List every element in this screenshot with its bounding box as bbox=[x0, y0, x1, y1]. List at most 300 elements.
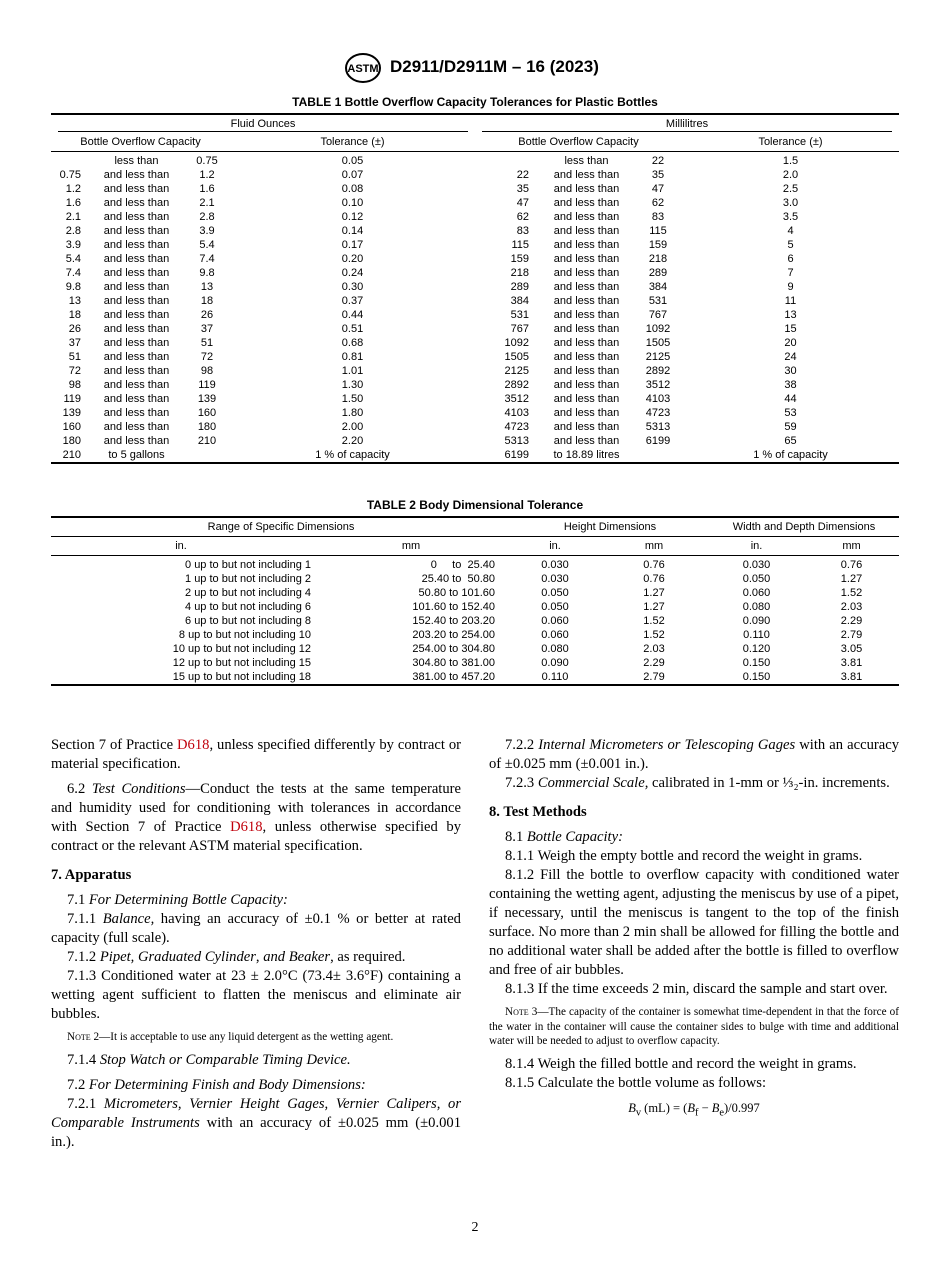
table2-group-height: Height Dimensions bbox=[511, 517, 709, 537]
table-cell: 767 bbox=[510, 323, 529, 335]
table-row bbox=[51, 556, 899, 573]
table-cell: 9.8 bbox=[65, 281, 81, 293]
table-cell: 53 bbox=[784, 407, 797, 419]
table-cell: 44 bbox=[784, 393, 797, 405]
table1-header-tolerance-ml: Tolerance (±) bbox=[682, 133, 899, 152]
table-cell: 98 bbox=[200, 365, 214, 377]
table-cell: 13 bbox=[68, 295, 81, 307]
table-cell: and less than bbox=[103, 211, 170, 223]
table-cell: 381.00 to 457.20 bbox=[311, 670, 511, 685]
table-cell: 47 bbox=[651, 183, 665, 195]
table-cell: 531 bbox=[510, 309, 529, 321]
table-row bbox=[51, 336, 899, 350]
table-cell: 9 bbox=[787, 281, 794, 293]
table-row bbox=[51, 280, 899, 294]
table-cell: 18 bbox=[200, 295, 214, 307]
table-cell: 0.08 bbox=[341, 183, 364, 195]
table-cell: and less than bbox=[103, 323, 170, 335]
table-cell: 4 up to but not including 6 bbox=[185, 601, 311, 613]
table-row bbox=[51, 392, 899, 406]
table1-group-millilitres: Millilitres bbox=[475, 114, 899, 133]
table-cell: 1.6 bbox=[199, 183, 215, 195]
table-cell: 0.120 bbox=[742, 643, 771, 655]
table-cell: 3.05 bbox=[840, 643, 863, 655]
table-cell: and less than bbox=[553, 295, 620, 307]
table-cell: 1 % of capacity bbox=[230, 448, 475, 463]
table2-unit-mm: mm bbox=[804, 537, 899, 556]
table-cell: 2.79 bbox=[840, 629, 863, 641]
table-cell: 0.12 bbox=[341, 211, 364, 223]
table-cell: 15 bbox=[784, 323, 797, 335]
table-cell: 384 bbox=[648, 281, 668, 293]
page-number: 2 bbox=[471, 1220, 479, 1235]
table-cell: to 5 gallons bbox=[89, 448, 184, 463]
table-cell bbox=[475, 152, 539, 169]
table-cell: 1.50 bbox=[341, 393, 364, 405]
table-row bbox=[51, 322, 899, 336]
table-cell: 26 bbox=[200, 309, 214, 321]
table-cell: 0.150 bbox=[742, 657, 771, 669]
table-row bbox=[51, 210, 899, 224]
table1-caption: TABLE 1 Bottle Overflow Capacity Tolerances for Plastic Bottles bbox=[292, 95, 658, 109]
table-row bbox=[51, 670, 899, 685]
table-cell: 767 bbox=[648, 309, 668, 321]
table-cell: 3.9 bbox=[65, 239, 81, 251]
table-cell: 5.4 bbox=[199, 239, 215, 251]
paragraph-8-1: 8.1 Bottle Capacity: bbox=[505, 829, 623, 845]
table-cell: 8 up to but not including 10 bbox=[178, 629, 311, 641]
table-cell: 5.4 bbox=[65, 253, 81, 265]
table-cell: 1.2 bbox=[65, 183, 81, 195]
table-cell: 3512 bbox=[504, 393, 529, 405]
table-cell: 0.76 bbox=[840, 559, 863, 571]
table-cell: 3512 bbox=[645, 379, 671, 391]
paragraph-8-1-1: 8.1.1 Weigh the empty bottle and record the weight in grams. bbox=[505, 848, 863, 864]
table2-body bbox=[51, 556, 899, 686]
table-cell: 218 bbox=[648, 253, 668, 265]
table-cell: and less than bbox=[103, 337, 170, 349]
table1 bbox=[51, 113, 899, 464]
table-cell: 50.80 to 101.60 bbox=[418, 587, 495, 599]
table-cell: 384 bbox=[510, 295, 529, 307]
paragraph-8-1-3: 8.1.3 If the time exceeds 2 min, discard the sample and start over. bbox=[505, 981, 888, 997]
table2 bbox=[51, 516, 899, 686]
table-cell: 1.2 bbox=[199, 169, 215, 181]
table-cell: and less than bbox=[103, 169, 170, 181]
table-cell: and less than bbox=[553, 365, 620, 377]
table-cell: 0.76 bbox=[643, 559, 665, 571]
table-cell: 35 bbox=[651, 169, 665, 181]
table-cell: 160 bbox=[197, 407, 217, 419]
table-cell: 13 bbox=[200, 281, 214, 293]
table-cell: 2.79 bbox=[599, 670, 709, 685]
table-cell: 20 bbox=[784, 337, 797, 349]
table-cell: and less than bbox=[553, 281, 620, 293]
table-cell: 0.30 bbox=[341, 281, 364, 293]
table1-header-capacity-oz: Bottle Overflow Capacity bbox=[51, 133, 230, 152]
table-cell: 0.07 bbox=[341, 169, 364, 181]
table-cell: and less than bbox=[553, 239, 620, 251]
table-cell: 26 bbox=[68, 323, 81, 335]
table-cell: 0.080 bbox=[742, 601, 771, 613]
table-cell: 3.5 bbox=[782, 211, 799, 223]
table-cell: 0.090 bbox=[742, 615, 771, 627]
table-cell: 9.8 bbox=[199, 267, 215, 279]
table2-caption: TABLE 2 Body Dimensional Tolerance bbox=[366, 498, 584, 512]
section-8-heading: 8. Test Methods bbox=[489, 804, 587, 820]
paragraph-7-1-1: 7.1.1 Balance, having an accuracy of ±0.1 % or better at rated capacity (full scale). bbox=[51, 911, 461, 946]
table-cell: and less than bbox=[103, 393, 170, 405]
table-cell: 0.75 bbox=[196, 155, 218, 167]
paragraph-7-2-2: 7.2.2 Internal Micrometers or Telescoping Gages with an accuracy of ±0.025 mm (±0.001 in.). bbox=[489, 737, 899, 772]
table-row bbox=[51, 378, 899, 392]
table-cell: and less than bbox=[103, 365, 170, 377]
paragraph-7-1: 7.1 For Determining Bottle Capacity: bbox=[67, 892, 288, 908]
table-cell: 1505 bbox=[645, 337, 671, 349]
table2-group-range: Range of Specific Dimensions bbox=[51, 517, 511, 537]
table-cell: 0.44 bbox=[341, 309, 364, 321]
table-cell: 2.03 bbox=[840, 601, 863, 613]
table-cell: 3.81 bbox=[804, 670, 899, 685]
table1-body bbox=[51, 152, 899, 464]
table-cell: and less than bbox=[553, 435, 620, 447]
table-cell: 2.1 bbox=[65, 211, 81, 223]
table-cell: and less than bbox=[553, 309, 620, 321]
table-cell: 0.030 bbox=[541, 559, 569, 571]
paragraph-8-1-2: 8.1.2 Fill the bottle to overflow capacity with conditioned water containing the wetting agent, adjusting the meniscus by use of a pipet, if necessary, until the meniscus is tangent to the top of the finish surface. No more than 2 min shall be allowed for filling the bottle and no additional water shall be added after the bottle is filled to overflow and free of air bubbles. bbox=[489, 867, 899, 978]
table-cell: 0.14 bbox=[341, 225, 364, 237]
paragraph-8-1-5: 8.1.5 Calculate the bottle volume as follows: bbox=[505, 1074, 767, 1091]
table-cell: 38 bbox=[784, 379, 797, 391]
d618-link[interactable]: D618 bbox=[230, 819, 263, 835]
table-cell: 6 bbox=[787, 253, 794, 265]
table-row bbox=[51, 614, 899, 628]
table-cell: 22 bbox=[651, 155, 665, 167]
table-cell: 2.1 bbox=[199, 197, 215, 209]
table-cell: and less than bbox=[553, 407, 620, 419]
table-cell: 1.30 bbox=[341, 379, 364, 391]
table-cell: 139 bbox=[197, 393, 217, 405]
table-row bbox=[51, 252, 899, 266]
table-cell: and less than bbox=[103, 407, 170, 419]
table-cell: 1.27 bbox=[643, 601, 665, 613]
table-cell bbox=[51, 152, 89, 169]
right-column bbox=[489, 736, 899, 1122]
table-cell: 0.150 bbox=[709, 670, 804, 685]
table-row bbox=[51, 642, 899, 656]
table-cell: and less than bbox=[553, 197, 620, 209]
table-cell: 59 bbox=[784, 421, 797, 433]
table-cell: 0 up to but not including 1 bbox=[185, 559, 311, 571]
table-cell: 62 bbox=[651, 197, 665, 209]
table-cell: 72 bbox=[68, 365, 81, 377]
table-cell: 2.29 bbox=[643, 657, 665, 669]
table-cell: 304.80 to 381.00 bbox=[412, 657, 495, 669]
table-cell: 1505 bbox=[504, 351, 529, 363]
table-cell: 119 bbox=[63, 393, 81, 405]
note-3: Note 3—The capacity of the container is somewhat time-dependent in that the force of the water in the container will cause the container sides to bulge with time and additional water will be needed to adjust to overflow capacity. bbox=[489, 1006, 899, 1047]
table-row bbox=[51, 168, 899, 182]
paragraph-7-1-4: 7.1.4 Stop Watch or Comparable Timing Device. bbox=[67, 1051, 351, 1068]
table-cell: 0.050 bbox=[541, 601, 569, 613]
table-row bbox=[51, 224, 899, 238]
table-cell: 25.40 to 50.80 bbox=[421, 573, 495, 585]
table-cell: 152.40 to 203.20 bbox=[412, 615, 495, 627]
table-cell: 47 bbox=[516, 197, 529, 209]
table-cell: 203.20 to 254.00 bbox=[412, 629, 495, 641]
table-cell: 160 bbox=[62, 421, 81, 433]
table-cell: 2.5 bbox=[782, 183, 799, 195]
table-row bbox=[51, 434, 899, 448]
table-cell: 0.060 bbox=[541, 615, 569, 627]
table-cell: 10 up to but not including 12 bbox=[172, 643, 311, 655]
table-cell: and less than bbox=[553, 421, 620, 433]
table-cell: 1.52 bbox=[643, 629, 665, 641]
table-cell: 289 bbox=[510, 281, 529, 293]
table-row bbox=[51, 294, 899, 308]
table-cell: and less than bbox=[103, 295, 170, 307]
table-cell: and less than bbox=[103, 267, 170, 279]
table-row bbox=[51, 586, 899, 600]
table2-unit-in: in. bbox=[709, 537, 804, 556]
table-cell: and less than bbox=[103, 309, 170, 321]
note-2: Note 2—It is acceptable to use any liquid detergent as the wetting agent. bbox=[67, 1031, 394, 1043]
table-cell: 0.090 bbox=[541, 657, 569, 669]
table-row bbox=[51, 656, 899, 670]
table-cell: 1092 bbox=[504, 337, 529, 349]
table2-unit-in: in. bbox=[51, 537, 311, 556]
table-cell: 180 bbox=[197, 421, 217, 433]
table-row bbox=[51, 364, 899, 378]
table-cell: 7.4 bbox=[199, 253, 215, 265]
paragraph-7-2: 7.2 For Determining Finish and Body Dimensions: bbox=[67, 1076, 366, 1093]
table-cell: and less than bbox=[103, 351, 170, 363]
table-cell: 11 bbox=[784, 295, 797, 307]
table2-unit-mm: mm bbox=[599, 537, 709, 556]
table-cell: 2125 bbox=[504, 365, 529, 377]
table-cell: 210 bbox=[51, 448, 89, 463]
table-cell: 254.00 to 304.80 bbox=[412, 643, 495, 655]
table-cell: 0.110 bbox=[743, 629, 770, 641]
table-cell: 22 bbox=[516, 169, 529, 181]
table-cell: 62 bbox=[516, 211, 529, 223]
table-cell: 83 bbox=[651, 211, 665, 223]
table-cell: 0.030 bbox=[742, 559, 771, 571]
table-cell: 2125 bbox=[645, 351, 671, 363]
paragraph-7-2-3: 7.2.3 Commercial Scale, calibrated in 1-mm or ⅓₂-in. increments. bbox=[505, 775, 890, 791]
table-cell: and less than bbox=[103, 281, 170, 293]
table-cell: and less than bbox=[553, 351, 620, 363]
table-cell: 0.060 bbox=[541, 629, 569, 641]
table-cell: and less than bbox=[553, 337, 620, 349]
table-cell: 51 bbox=[68, 351, 81, 363]
table1-header-capacity-ml: Bottle Overflow Capacity bbox=[475, 133, 682, 152]
table-cell: 159 bbox=[648, 239, 668, 251]
table-cell: 0 to 25.40 bbox=[430, 559, 495, 571]
table-cell: 1.27 bbox=[643, 587, 665, 599]
table-cell: 1.52 bbox=[643, 615, 665, 627]
table-cell: 1.52 bbox=[840, 587, 863, 599]
table-cell: and less than bbox=[103, 253, 170, 265]
table-row bbox=[51, 196, 899, 210]
table-cell: 0.030 bbox=[541, 573, 569, 585]
table-cell: 139 bbox=[62, 407, 81, 419]
table-cell: 18 bbox=[68, 309, 81, 321]
table-cell: 101.60 to 152.40 bbox=[412, 601, 495, 613]
table-cell: 2.29 bbox=[840, 615, 863, 627]
table-cell: 0.75 bbox=[59, 169, 81, 181]
table-cell: 159 bbox=[510, 253, 529, 265]
table-cell: 4 bbox=[787, 225, 794, 237]
table-cell: 83 bbox=[516, 225, 529, 237]
table-cell: 1 up to but not including 2 bbox=[185, 573, 311, 585]
left-column bbox=[51, 736, 461, 1152]
table-cell: 0.080 bbox=[541, 643, 569, 655]
table-cell: and less than bbox=[103, 197, 170, 209]
table-cell: and less than bbox=[553, 379, 620, 391]
table-cell: 65 bbox=[784, 435, 797, 447]
table-cell: 24 bbox=[784, 351, 797, 363]
table-cell: 0.51 bbox=[341, 323, 364, 335]
table-row bbox=[51, 406, 899, 420]
table2-unit-mm: mm bbox=[311, 537, 511, 556]
table-cell: 0.76 bbox=[643, 573, 665, 585]
table-cell: and less than bbox=[553, 393, 620, 405]
table-cell: 13 bbox=[784, 309, 797, 321]
table-cell: 5313 bbox=[504, 435, 529, 447]
table-cell: 5313 bbox=[645, 421, 671, 433]
table-cell: 1.80 bbox=[341, 407, 364, 419]
table-cell: 98 bbox=[68, 379, 81, 391]
table-cell: 1.27 bbox=[840, 573, 863, 585]
table2-unit-in: in. bbox=[511, 537, 599, 556]
table-cell: 289 bbox=[648, 267, 668, 279]
table-row bbox=[51, 266, 899, 280]
table-cell: 218 bbox=[510, 267, 529, 279]
table-cell: 0.37 bbox=[341, 295, 364, 307]
table-row bbox=[51, 628, 899, 642]
table-cell: 35 bbox=[516, 183, 529, 195]
table-cell bbox=[184, 448, 230, 463]
table-cell: 0.20 bbox=[341, 253, 364, 265]
table-row bbox=[51, 238, 899, 252]
table-cell: and less than bbox=[103, 183, 170, 195]
table-cell: 1 % of capacity bbox=[682, 448, 899, 463]
table-cell: 1.6 bbox=[65, 197, 81, 209]
table-cell: 2.03 bbox=[643, 643, 665, 655]
table-cell: 37 bbox=[200, 323, 214, 335]
table-cell: 0.050 bbox=[742, 573, 771, 585]
table-cell: and less than bbox=[103, 435, 170, 447]
paragraph-6-1-cont: Section 7 of Practice D618, unless specified differently by contract or material specification. bbox=[51, 737, 461, 772]
table-cell: 1.5 bbox=[782, 155, 799, 167]
table-cell: and less than bbox=[553, 183, 620, 195]
table-cell: 0.24 bbox=[341, 267, 364, 279]
table-cell: 2 up to but not including 4 bbox=[185, 587, 311, 599]
table-cell: less than bbox=[114, 155, 159, 167]
table2-group-width: Width and Depth Dimensions bbox=[709, 517, 899, 537]
table-cell: and less than bbox=[103, 239, 170, 251]
table-row bbox=[51, 448, 899, 463]
table-cell: 115 bbox=[649, 225, 667, 237]
table-cell: 2.8 bbox=[65, 225, 81, 237]
table-cell: 6199 bbox=[475, 448, 539, 463]
paragraph-7-1-3: 7.1.3 Conditioned water at 23 ± 2.0°C (73.4± 3.6°F) containing a wetting agent sufficient to flatten the meniscus and eliminate air bubbles. bbox=[51, 968, 461, 1022]
table-cell: 3.81 bbox=[840, 657, 863, 669]
table-row bbox=[51, 152, 899, 169]
paragraph-7-1-2: 7.1.2 Pipet, Graduated Cylinder, and Beaker, as required. bbox=[67, 949, 406, 965]
document-id: D2911/D2911M – 16 (2023) bbox=[390, 57, 599, 76]
table-cell: and less than bbox=[103, 421, 170, 433]
table-cell: and less than bbox=[103, 379, 170, 391]
table-cell: 2.00 bbox=[341, 421, 364, 433]
table-cell: 531 bbox=[648, 295, 668, 307]
table-cell: 180 bbox=[62, 435, 81, 447]
table-cell: 2.0 bbox=[782, 169, 799, 181]
table-cell: 7 bbox=[787, 267, 794, 279]
table-cell: 0.68 bbox=[341, 337, 364, 349]
table-row bbox=[51, 182, 899, 196]
table-cell: 210 bbox=[197, 435, 217, 447]
table-cell: 3.0 bbox=[782, 197, 799, 209]
paragraph-8-1-4: 8.1.4 Weigh the filled bottle and record the weight in grams. bbox=[505, 1055, 857, 1072]
table-row bbox=[51, 572, 899, 586]
table-cell: 2892 bbox=[504, 379, 529, 391]
paragraph-6-2: 6.2 Test Conditions—Conduct the tests at the same temperature and humidity used for conditioning with tolerances in accordance with Section 7 of Practice D618, unless otherwise specified by contract or the relevant ASTM material specification. bbox=[51, 781, 461, 854]
table-cell: 4103 bbox=[645, 393, 671, 405]
table-cell: 2.8 bbox=[199, 211, 215, 223]
table-cell: 4723 bbox=[645, 407, 671, 419]
d618-link[interactable]: D618 bbox=[177, 737, 210, 753]
table-cell: 0.17 bbox=[341, 239, 364, 251]
page-header bbox=[0, 52, 950, 86]
table-cell: 72 bbox=[200, 351, 214, 363]
table-cell: and less than bbox=[553, 267, 620, 279]
table-cell: 0.81 bbox=[341, 351, 364, 363]
table-cell: and less than bbox=[553, 211, 620, 223]
table-cell: 119 bbox=[198, 379, 216, 391]
table-cell: 0.05 bbox=[341, 155, 364, 167]
table-cell: 4103 bbox=[504, 407, 529, 419]
table-cell: 30 bbox=[784, 365, 797, 377]
table-cell: 37 bbox=[68, 337, 81, 349]
table-cell: 0.110 bbox=[511, 670, 599, 685]
table-cell: to 18.89 litres bbox=[539, 448, 634, 463]
table-cell: 3.9 bbox=[199, 225, 215, 237]
table-cell: 0.10 bbox=[341, 197, 364, 209]
table-row bbox=[51, 308, 899, 322]
table-cell: 115 bbox=[511, 239, 529, 251]
table1-group-fluid-ounces: Fluid Ounces bbox=[51, 114, 475, 133]
table-cell: 1092 bbox=[645, 323, 671, 335]
table-cell: 2.20 bbox=[341, 435, 364, 447]
table-cell: and less than bbox=[553, 225, 620, 237]
table-row bbox=[51, 350, 899, 364]
table-cell: and less than bbox=[553, 169, 620, 181]
logo-text: ASTM bbox=[347, 63, 379, 75]
table-cell: 6199 bbox=[645, 435, 671, 447]
table-cell: 6 up to but not including 8 bbox=[185, 615, 311, 627]
table-cell: 1.01 bbox=[341, 365, 364, 377]
table-cell: and less than bbox=[553, 323, 620, 335]
volume-formula: $B_v$ $(mL) = (B_f - B_e)/0.997$ bbox=[628, 1100, 760, 1118]
table-cell: 5 bbox=[787, 239, 794, 251]
section-7-heading: 7. Apparatus bbox=[51, 867, 132, 883]
table-cell: 15 up to but not including 18 bbox=[51, 670, 311, 685]
table-row bbox=[51, 600, 899, 614]
table-cell: 0.060 bbox=[742, 587, 771, 599]
table-cell: 4723 bbox=[504, 421, 529, 433]
